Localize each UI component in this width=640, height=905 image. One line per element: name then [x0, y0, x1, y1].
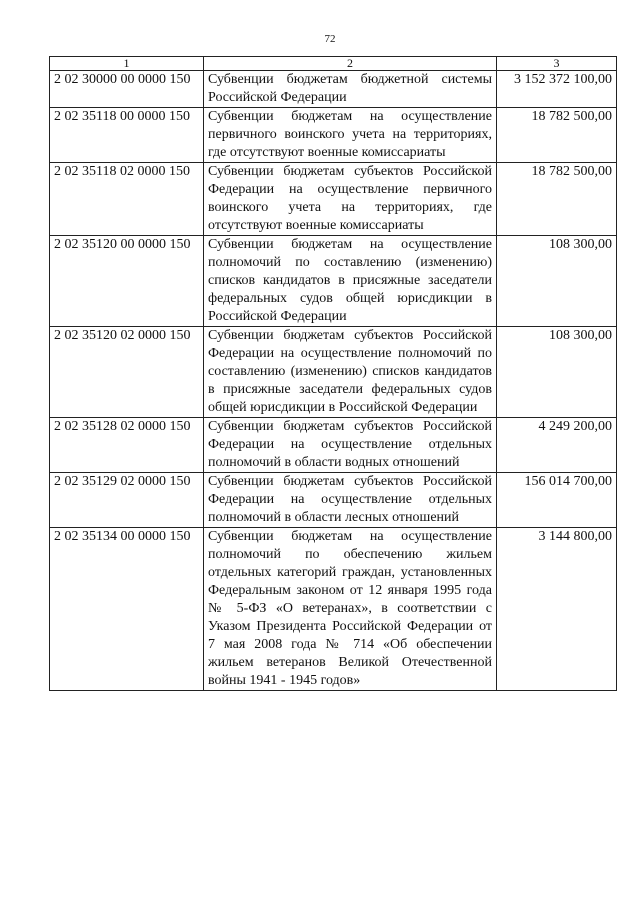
- table-row: [50, 108, 617, 163]
- header-row: [50, 57, 617, 71]
- revenue-name-cell: Субвенции бюджетам субъектов Российской Федерации на осуществление отдельных полномочий в области водных отношений: [204, 418, 497, 473]
- table-row: [50, 236, 617, 327]
- budget-code-cell: 2 02 35128 02 0000 150: [50, 418, 204, 473]
- budget-code-cell: 2 02 35118 00 0000 150: [50, 108, 204, 163]
- budget-code-cell: 2 02 30000 00 0000 150: [50, 71, 204, 108]
- amount-cell: 4 249 200,00: [497, 418, 617, 473]
- amount-cell: 108 300,00: [497, 236, 617, 327]
- amount-cell: 18 782 500,00: [497, 108, 617, 163]
- table-body: [50, 71, 617, 691]
- revenue-name-cell: Субвенции бюджетам на осуществление первичного воинского учета на территориях, где отсутствуют военные комиссариаты: [204, 108, 497, 163]
- table-row: [50, 473, 617, 528]
- table-row: [50, 528, 617, 691]
- budget-code-cell: 2 02 35120 00 0000 150: [50, 236, 204, 327]
- amount-cell: 18 782 500,00: [497, 163, 617, 236]
- table-header: [50, 57, 617, 71]
- budget-code-cell: 2 02 35134 00 0000 150: [50, 528, 204, 691]
- revenue-name-cell: Субвенции бюджетам на осуществление полномочий по составлению (изменению) списков кандидатов в присяжные заседатели федеральных судов общей юрисдикции в Российской Федерации: [204, 236, 497, 327]
- budget-code-cell: 2 02 35129 02 0000 150: [50, 473, 204, 528]
- revenue-name-cell: Субвенции бюджетам на осуществление полномочий по обеспечению жильем отдельных категорий граждан, установленных Федеральным законом от 12 января 1995 года № 5-ФЗ «О ветеранах», в соответствии с Указом Президента Российской Федерации от 7 мая 2008 года № 714 «Об обеспечении жильем ветеранов Великой Отечественной войны 1941 - 1945 годов»: [204, 528, 497, 691]
- amount-cell: 108 300,00: [497, 327, 617, 418]
- column-header-2: 2: [204, 57, 497, 71]
- table-row: [50, 163, 617, 236]
- budget-table: [49, 56, 617, 691]
- column-header-3: 3: [497, 57, 617, 71]
- table-row: [50, 71, 617, 108]
- revenue-name-cell: Субвенции бюджетам субъектов Российской Федерации на осуществление полномочий по составлению (изменению) списков кандидатов в присяжные заседатели федеральных судов общей юрисдикции в Российской Федерации: [204, 327, 497, 418]
- budget-code-cell: 2 02 35118 02 0000 150: [50, 163, 204, 236]
- revenue-name-cell: Субвенции бюджетам бюджетной системы Российской Федерации: [204, 71, 497, 108]
- amount-cell: 3 152 372 100,00: [497, 71, 617, 108]
- revenue-name-cell: Субвенции бюджетам субъектов Российской Федерации на осуществление отдельных полномочий в области лесных отношений: [204, 473, 497, 528]
- table-row: [50, 418, 617, 473]
- page-number: 72: [324, 33, 336, 45]
- budget-code-cell: 2 02 35120 02 0000 150: [50, 327, 204, 418]
- table-row: [50, 327, 617, 418]
- revenue-name-cell: Субвенции бюджетам субъектов Российской Федерации на осуществление первичного воинского учета на территориях, где отсутствуют военные комиссариаты: [204, 163, 497, 236]
- amount-cell: 156 014 700,00: [497, 473, 617, 528]
- column-header-1: 1: [50, 57, 204, 71]
- amount-cell: 3 144 800,00: [497, 528, 617, 691]
